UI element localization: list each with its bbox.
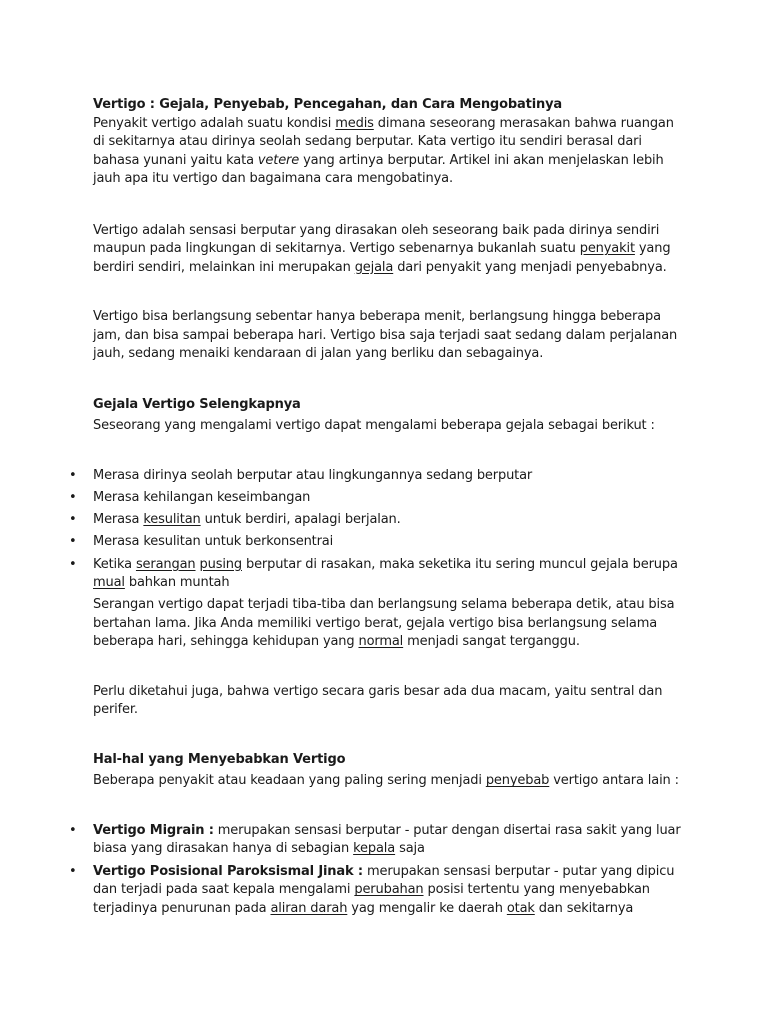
list-item: • Merasa kesulitan untuk berkonsentrai [93,533,683,552]
link-gejala[interactable]: gejala [354,259,394,275]
link-perubahan[interactable]: perubahan [354,882,424,898]
link-kesulitan[interactable]: kesulitan [143,512,201,528]
term-vertigo-posisional: Vertigo Posisional Paroksismal Jinak : [93,863,363,879]
serangan-paragraph: Serangan vertigo dapat terjadi tiba-tiba dan berlangsung selama beberapa detik, atau bisa bertahan lama. Jika Anda memiliki vertigo berat, gejala vertigo bisa berlangsung selama beberapa hari, sehingga kehidupan yang normal menjadi sangat terganggu. [93,597,675,650]
term-vertigo-migrain: Vertigo Migrain : [93,822,214,838]
list-item: • Merasa kehilangan keseimbangan [93,489,683,508]
jenis-paragraph: Perlu diketahui juga, bahwa vertigo secara garis besar ada dua macam, yaitu sentral dan perifer. [93,683,663,718]
article-body [69,96,683,922]
link-medis[interactable]: medis [335,115,374,131]
gejala-lead: Seseorang yang mengalami vertigo dapat mengalami beberapa gejala sebagai berikut : [93,418,655,433]
duration-paragraph: Vertigo bisa berlangsung sebentar hanya beberapa menit, berlangsung hingga beberapa jam, dan bisa sampai beberapa hari. Vertigo bisa saja terjadi saat sedang dalam perjalanan jauh, sedang menaiki kendaraan di jalan yang berliku dan sebagainya. [93,309,678,361]
bullet-icon: • [69,822,77,838]
list-item: • Merasa dirinya seolah berputar atau lingkungannya sedang berputar [93,467,683,486]
italic-vetere: vetere [257,152,300,168]
section-heading-penyebab: Hal-hal yang Menyebabkan Vertigo [93,751,346,767]
link-mual[interactable]: mual [93,575,125,591]
list-item: • Vertigo Migrain : merupakan sensasi berputar - putar dengan disertai rasa sakit yang luar biasa yang dirasakan hanya di sebagian kepala saja [69,822,681,857]
list-item: • Vertigo Posisional Paroksismal Jinak : merupakan sensasi berputar - putar yang dipicu dan terjadi pada saat kepala mengalami perubahan posisi tertentu yang menyebabkan terjadinya penurunan pada aliran darah yag mengalir ke daerah otak dan sekitarnya [69,863,675,916]
list-item: • Ketika serangan pusing berputar di rasakan, maka seketika itu sering muncul gejala berupa mual bahkan muntah [69,556,678,591]
link-otak[interactable]: otak [506,900,535,916]
link-serangan[interactable]: serangan [135,556,196,572]
bullet-icon: • [69,512,77,528]
penyebab-lead: Beberapa penyakit atau keadaan yang paling sering menjadi penyebab vertigo antara lain : [93,773,679,789]
gejala-list [69,467,683,593]
link-kepala[interactable]: kepala [353,841,396,857]
link-normal[interactable]: normal [358,634,404,650]
link-aliran-darah[interactable]: aliran darah [270,900,348,916]
bullet-icon: • [69,489,77,505]
list-item: • Merasa kesulitan untuk berdiri, apalagi berjalan. [93,511,683,530]
bullet-icon: • [69,556,77,572]
intro-paragraph: Penyakit vertigo adalah suatu kondisi medis dimana seseorang merasakan bahwa ruangan di sekitarnya atau dirinya seolah sedang berputar. Kata vertigo itu sendiri berasal dari bahasa yunani yaitu kata vetere yang artinya berputar. Artikel ini akan menjelaskan lebih jauh apa itu vertigo dan bagaimana cara mengobatinya. [93,115,674,186]
penyebab-list [69,822,683,918]
bullet-icon: • [69,534,77,550]
bullet-icon: • [69,863,77,879]
article-title: Vertigo : Gejala, Penyebab, Pencegahan, dan Cara Mengobatinya [93,97,563,112]
link-penyebab[interactable]: penyebab [485,773,550,789]
bullet-icon: • [69,467,77,483]
link-penyakit[interactable]: penyakit [579,241,635,256]
link-pusing[interactable]: pusing [199,556,242,572]
definition-paragraph: Vertigo adalah sensasi berputar yang dirasakan oleh seseorang baik pada dirinya sendiri maupun pada lingkungan di sekitarnya. Vertigo sebenarnya bukanlah suatu penyakit yang berdiri sendiri, melainkan ini merupakan gejala dari penyakit yang menjadi penyebabnya. [93,222,671,275]
section-heading-gejala: Gejala Vertigo Selengkapnya [93,396,301,412]
